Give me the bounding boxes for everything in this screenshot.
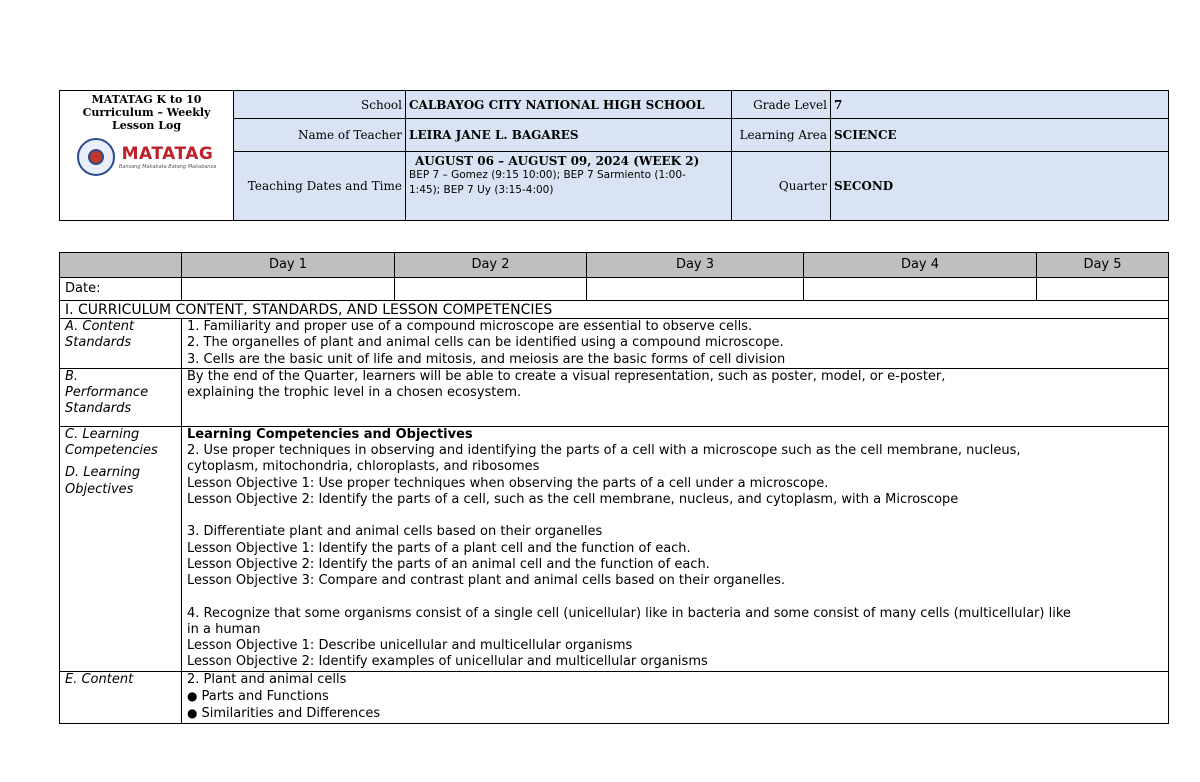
competencies-label xyxy=(60,426,182,671)
content-row xyxy=(60,671,1169,723)
date-cell-1 xyxy=(182,278,395,301)
quarter-value: SECOND xyxy=(831,152,1169,221)
day-header-blank xyxy=(60,253,182,278)
matatag-logo xyxy=(63,138,230,176)
teacher-label: Name of Teacher xyxy=(234,119,406,152)
content-standards-row xyxy=(60,319,1169,369)
date-row xyxy=(60,278,1169,301)
lesson-table xyxy=(59,252,1169,724)
dates-schedule-1: BEP 7 – Gomez (9:15 10:00); BEP 7 Sarmiento (1:00- xyxy=(409,169,686,181)
school-label: School xyxy=(234,91,406,119)
grade-value: 7 xyxy=(831,91,1169,119)
day-header-5: Day 5 xyxy=(1037,253,1169,278)
dates-schedule-2: 1:45); BEP 7 Uy (3:15-4:00) xyxy=(409,184,554,196)
date-cell-5 xyxy=(1037,278,1169,301)
content-standards-label: A. Content Standards xyxy=(60,319,182,369)
logo-tagline: Bansang Makabata Batang Makabansa xyxy=(118,164,217,170)
quarter-label: Quarter xyxy=(732,152,831,221)
teacher-value: LEIRA JANE L. BAGARES xyxy=(406,119,732,152)
performance-standards-label: B. Performance Standards xyxy=(60,368,182,426)
header-table xyxy=(59,90,1169,221)
date-cell-2 xyxy=(395,278,587,301)
day-header-3: Day 3 xyxy=(587,253,804,278)
day-header-1: Day 1 xyxy=(182,253,395,278)
bullet-similarities: ● Similarities and Differences xyxy=(187,705,1163,722)
learning-competencies-label: C. Learning Competencies xyxy=(65,426,158,459)
date-cell-3 xyxy=(587,278,804,301)
school-value: CALBAYOG CITY NATIONAL HIGH SCHOOL xyxy=(406,91,732,119)
date-label: Date: xyxy=(60,278,182,301)
area-value: SCIENCE xyxy=(831,119,1169,152)
competencies-heading: Learning Competencies and Objectives xyxy=(187,426,473,442)
logo-title: MATATAG K to 10 Curriculum – Weekly Lesson Log xyxy=(82,93,211,132)
competencies-row xyxy=(60,426,1169,671)
learning-objectives-label: D. Learning Objectives xyxy=(65,465,141,497)
day-header-2: Day 2 xyxy=(395,253,587,278)
deped-seal-icon xyxy=(77,138,115,176)
competencies-text: Learning Competencies and Objectives 2. Use proper techniques in observing and identifying the parts of a cell with a microscope such as the cell membrane, nucleus, cytoplasm, mitochondria, chloroplasts, and ribosomes Lesson Objective 1: Use proper techniques when observing the parts of a cell under a microscope. Lesson Objective 2: Identify the parts of a cell, such as the cell membrane, nucleus, and cytoplasm, with a Microscope 3. Differentiate plant and animal cells based on their organelles Lesson Objective 1: Identify the parts of a plant cell and the function of each. Lesson Objective 2: Identify the parts of an animal cell and the function of each. Lesson Objective 3: Compare and contrast plant and animal cells based on their organelles. 4. Recognize that some organisms consist of a single cell (unicellular) like in bacteria and some consist of many cells (multicellular) like in a human Lesson Objective 1: Describe unicellular and multicellular organisms Lesson Objective 2: Identify examples of unicellular and multicellular organisms xyxy=(182,426,1169,671)
dates-cell xyxy=(406,152,732,221)
dates-label: Teaching Dates and Time xyxy=(234,152,406,221)
content-standards-text: 1. Familiarity and proper use of a compound microscope are essential to observe cells. 2. The organelles of plant and animal cells can be identified using a compound microscope. 3. Cells are the basic unit of life and mitosis, and meiosis are the basic forms of cell division xyxy=(182,319,1169,369)
bullet-parts-functions: ● Parts and Functions xyxy=(187,688,1163,705)
section-title: I. CURRICULUM CONTENT, STANDARDS, AND LESSON COMPETENCIES xyxy=(60,301,1169,319)
performance-standards-row xyxy=(60,368,1169,426)
section-row xyxy=(60,301,1169,319)
content-text: 2. Plant and animal cells ● Parts and Functions ● Similarities and Differences xyxy=(182,671,1169,723)
performance-standards-text: By the end of the Quarter, learners will be able to create a visual representation, such as poster, model, or e-poster, explaining the trophic level in a chosen ecosystem. xyxy=(182,368,1169,426)
day-header-row xyxy=(60,253,1169,278)
dates-value: AUGUST 06 – AUGUST 09, 2024 (WEEK 2) xyxy=(415,154,700,168)
day-header-4: Day 4 xyxy=(804,253,1037,278)
logo-cell xyxy=(60,91,234,221)
content-label: E. Content xyxy=(60,671,182,723)
area-label: Learning Area xyxy=(732,119,831,152)
date-cell-4 xyxy=(804,278,1037,301)
logo-brand: MATATAG xyxy=(121,144,214,164)
grade-label: Grade Level xyxy=(732,91,831,119)
